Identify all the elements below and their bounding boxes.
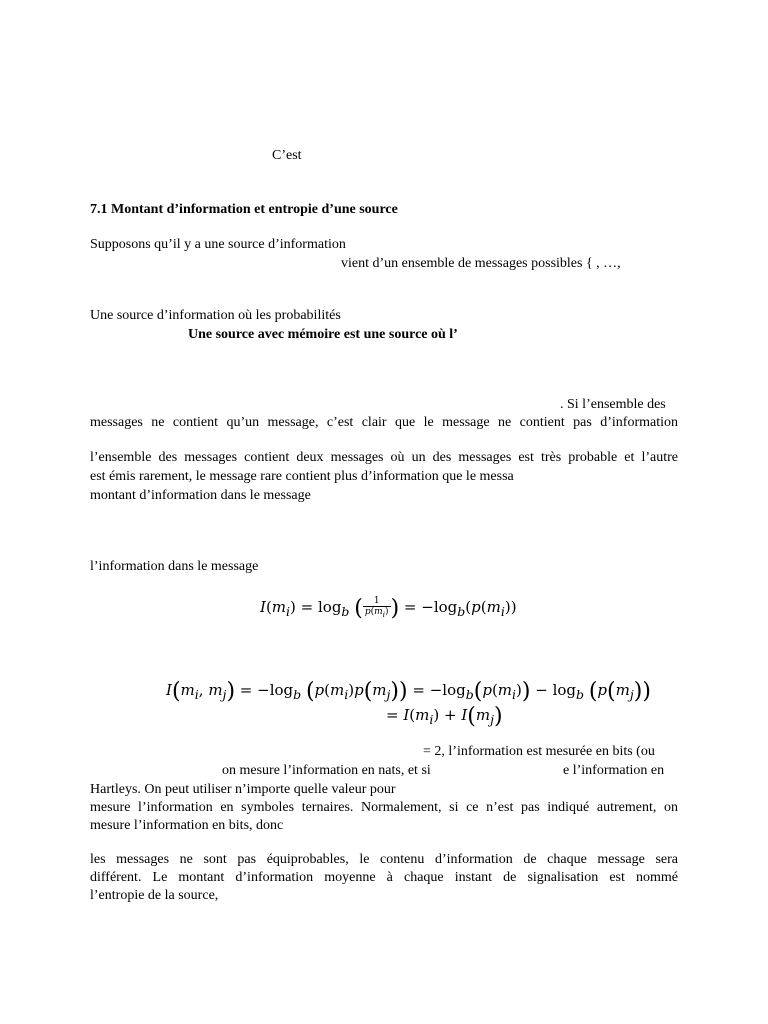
text-line: montant d’information dans le message	[90, 488, 311, 503]
text-line: l’information dans le message	[90, 559, 259, 574]
text-line: . Si l’ensemble des	[560, 397, 666, 412]
text-line: Une source d’information où les probabilités	[90, 308, 341, 323]
text-line: on mesure l’information en nats, et si	[222, 763, 431, 778]
text-line-bold: Une source avec mémoire est une source où l’	[188, 327, 458, 342]
text-line-justified: l’ensemble des messages contient deux messages où un des messages est très probable et l’autre	[90, 450, 678, 465]
text-line-justified: différent. Le montant d’information moyenne à chaque instant de signalisation est nommé	[90, 870, 678, 885]
text-line: l’entropie de la source,	[90, 888, 219, 903]
text-line: e l’information en	[563, 763, 665, 778]
text-line: Hartleys. On peut utiliser n’importe quelle valeur pour	[90, 782, 396, 797]
equation-joint-information-line2: = $I(m_i) + I(m_j)$	[386, 704, 503, 729]
text-line: mesure l’information en bits, donc	[90, 818, 284, 833]
text-line: = 2, l’information est mesurée en bits (ou	[423, 744, 655, 759]
text-line-justified: les messages ne sont pas équiprobables, le contenu d’information de chaque message sera	[90, 852, 678, 867]
text-line: est émis rarement, le message rare contient plus d’information que le messa	[90, 469, 514, 484]
section-heading: 7.1 Montant d’information et entropie d’une source	[90, 202, 398, 217]
text-line-justified: mesure l’information en symboles ternaires. Normalement, si ce n’est pas indiqué autrement, on	[90, 800, 678, 815]
equation-self-information: $I(m_i) = \log_b$ ( $\frac{1}{p(m_i)}$ ) = $-\log_b(p(m_i))$	[260, 595, 517, 621]
equation-joint-information-line1: $I(m_i$, $m_j) = -\log_b$ $(p(m_i)p(m_j)) = -\log_b(p(m_i)) - \log_b (p(m_j))$	[166, 679, 651, 704]
text-line: Supposons qu’il y a une source d’information	[90, 237, 346, 252]
text-line: vient d’un ensemble de messages possibles { , …,	[341, 256, 621, 271]
text-line-justified: messages ne contient qu’un message, c’est clair que le message ne contient pas d’information	[90, 415, 678, 430]
fragment-cest: C’est	[272, 148, 302, 163]
